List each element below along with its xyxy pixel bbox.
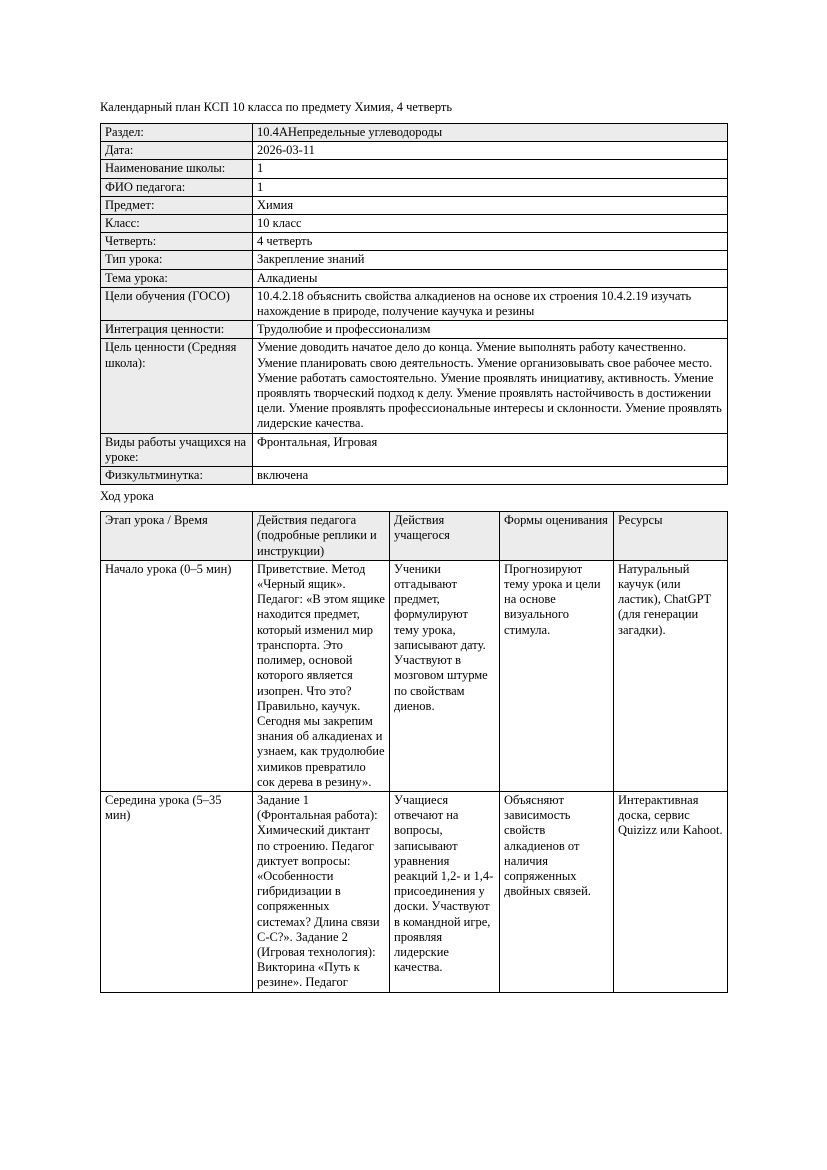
info-value-cell: 1 (253, 178, 728, 196)
table-row (101, 269, 728, 287)
table-row (101, 142, 728, 160)
info-value-cell: Фронтальная, Игровая (253, 433, 728, 466)
teacher-actions-cell: Приветствие. Метод «Черный ящик». Педагог: «В этом ящике находится предмет, который изменил мир транспорта. Это полимер, основой которого является изопрен. Что это? Правильно, каучук. Сегодня мы закрепим знания об алкадиенах и узнаем, как трудолюбие химиков превратило сок дерева в резину». (253, 560, 390, 791)
info-value-cell: Трудолюбие и профессионализм (253, 321, 728, 339)
table-row (101, 467, 728, 485)
info-label-cell: Четверть: (101, 233, 253, 251)
info-label-cell: Интеграция ценности: (101, 321, 253, 339)
info-label-cell: Виды работы учащихся на уроке: (101, 433, 253, 466)
info-label-cell: ФИО педагога: (101, 178, 253, 196)
table-row (101, 196, 728, 214)
info-value-cell: Алкадиены (253, 269, 728, 287)
assessment-cell: Прогнозируют тему урока и цели на основе визуального стимула. (500, 560, 614, 791)
info-value-cell: 2026-03-11 (253, 142, 728, 160)
table-row (101, 215, 728, 233)
info-value-cell: Умение доводить начатое дело до конца. Умение выполнять работу качественно. Умение планировать свою деятельность. Умение организовывать свое рабочее место. Умение работать самостоятельно. Умение проявлять инициативу, активность. Умение проявлять творческий подход к делу. Умение проявлять настойчивость в достижении цели. Умение проявлять профессиональные интересы и склонности. Умение проявлять лидерские качества. (253, 339, 728, 433)
student-actions-cell: Ученики отгадывают предмет, формулируют тему урока, записывают дату. Участвуют в мозговом штурме по свойствам диенов. (390, 560, 500, 791)
info-label-cell: Тип урока: (101, 251, 253, 269)
column-header: Действия педагога (подробные реплики и инструкции) (253, 512, 390, 561)
info-value-cell: Химия (253, 196, 728, 214)
table-row (101, 339, 728, 433)
info-value-cell: 1 (253, 160, 728, 178)
teacher-actions-cell: Задание 1 (Фронтальная работа): Химический диктант по строению. Педагог диктует вопросы: «Особенности гибридизации в сопряженных системах? Длина связи С-С?». Задание 2 (Игровая технология): Викторина «Путь к резине». Педагог (253, 791, 390, 992)
resources-cell: Натуральный каучук (или ластик), ChatGPT (для генерации загадки). (614, 560, 728, 791)
lesson-flow-table (100, 511, 728, 992)
table-row (101, 287, 728, 320)
column-header: Формы оценивания (500, 512, 614, 561)
column-header: Ресурсы (614, 512, 728, 561)
info-label-cell: Цель ценности (Средняя школа): (101, 339, 253, 433)
info-label-cell: Тема урока: (101, 269, 253, 287)
info-value-cell: 10.4АНепредельные углеводороды (253, 124, 728, 142)
info-value-cell: Закрепление знаний (253, 251, 728, 269)
table-row (101, 251, 728, 269)
info-value-cell: включена (253, 467, 728, 485)
table-row (101, 433, 728, 466)
info-value-cell: 10 класс (253, 215, 728, 233)
table-row (101, 233, 728, 251)
table-row (101, 160, 728, 178)
stage-cell: Начало урока (0–5 мин) (101, 560, 253, 791)
page-title: Календарный план КСП 10 класса по предмету Химия, 4 четверть (100, 100, 453, 114)
column-header: Этап урока / Время (101, 512, 253, 561)
lesson-flow-caption: Ход урока (100, 489, 154, 504)
table-row (101, 124, 728, 142)
info-label-cell: Физкультминутка: (101, 467, 253, 485)
table-header-row (101, 512, 728, 561)
info-label-cell: Раздел: (101, 124, 253, 142)
assessment-cell: Объясняют зависимость свойств алкадиенов от наличия сопряженных двойных связей. (500, 791, 614, 992)
lesson-info-table (100, 123, 728, 485)
table-row (101, 178, 728, 196)
lesson-info-body (101, 124, 728, 485)
lesson-flow-head (101, 512, 728, 561)
info-value-cell: 4 четверть (253, 233, 728, 251)
info-label-cell: Цели обучения (ГОСО) (101, 287, 253, 320)
stage-cell: Середина урока (5–35 мин) (101, 791, 253, 992)
info-value-cell: 10.4.2.18 объяснить свойства алкадиенов на основе их строения 10.4.2.19 изучать нахождение в природе, получение каучука и резины (253, 287, 728, 320)
table-row (101, 791, 728, 992)
table-row (101, 560, 728, 791)
lesson-flow-body (101, 560, 728, 992)
column-header: Действия учащегося (390, 512, 500, 561)
student-actions-cell: Учащиеся отвечают на вопросы, записывают уравнения реакций 1,2- и 1,4-присоединения у доски. Участвуют в командной игре, проявляя лидерские качества. (390, 791, 500, 992)
resources-cell: Интерактивная доска, сервис Quizizz или Kahoot. (614, 791, 728, 992)
info-label-cell: Наименование школы: (101, 160, 253, 178)
table-row (101, 321, 728, 339)
info-label-cell: Класс: (101, 215, 253, 233)
info-label-cell: Дата: (101, 142, 253, 160)
info-label-cell: Предмет: (101, 196, 253, 214)
